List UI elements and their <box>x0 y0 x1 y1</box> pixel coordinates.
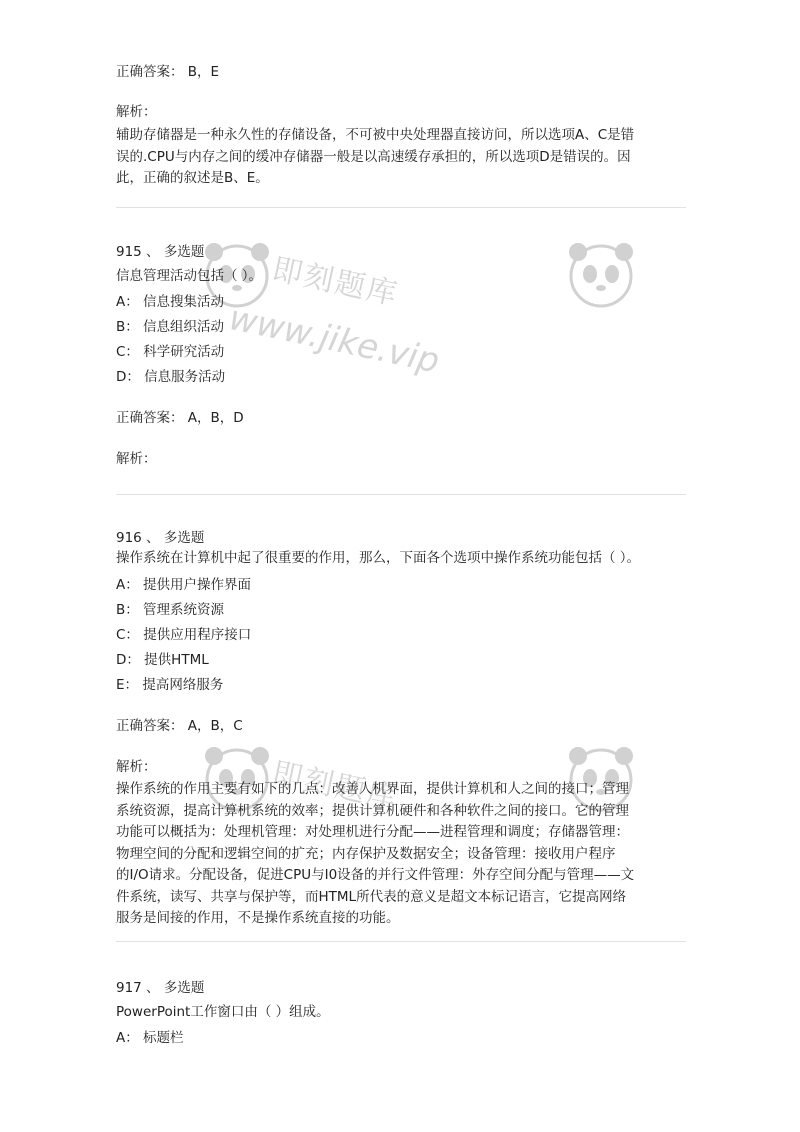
divider <box>116 207 686 208</box>
option-d: D： 信息服务活动 <box>116 369 226 385</box>
analysis-line: 服务是间接的作用，不是操作系统直接的功能。 <box>116 910 400 926</box>
option-d: D： 提供HTML <box>116 652 209 668</box>
analysis-line: 辅助存储器是一种永久性的存储设备，不可被中央处理器直接访问，所以选项A、C是错 <box>116 127 635 143</box>
analysis-line: 物理空间的分配和逻辑空间的扩充；内存保护及数据安全；设备管理：接收用户程序 <box>116 845 616 862</box>
analysis-label: 解析： <box>116 759 157 775</box>
correct-answer: 正确答案： A，B，D <box>116 410 244 426</box>
correct-answer: 正确答案： A，B，C <box>116 718 243 734</box>
option-e: E： 提高网络服务 <box>116 677 224 693</box>
option-b: B： 信息组织活动 <box>116 319 225 335</box>
option-c: C： 科学研究活动 <box>116 344 225 360</box>
analysis-label: 解析： <box>116 451 157 467</box>
question-stem: 操作系统在计算机中起了很重要的作用，那么，下面各个选项中操作系统功能包括（ ）。 <box>116 550 641 566</box>
option-c: C： 提供应用程序接口 <box>116 627 252 643</box>
analysis-line: 功能可以概括为：处理机管理：对处理机进行分配——进程管理和调度；存储器管理： <box>116 824 629 840</box>
option-a: A： 标题栏 <box>116 1030 184 1046</box>
question-header: 917 、 多选题 <box>116 980 205 996</box>
question-stem: 信息管理活动包括（ ）。 <box>116 268 263 284</box>
question-header: 915 、 多选题 <box>116 244 205 260</box>
analysis-line: 件系统，读写、共享与保护等，而HTML所代表的意义是超文本标记语言，它提高网络 <box>116 888 627 905</box>
question-header: 916 、 多选题 <box>116 530 205 546</box>
analysis-text <box>116 125 682 190</box>
divider <box>116 941 686 942</box>
analysis-text <box>116 779 682 930</box>
analysis-line: 误的.CPU与内存之间的缓冲存储器一般是以高速缓存承担的，所以选项D是错误的。因 <box>116 148 631 165</box>
correct-answer: 正确答案： B，E <box>116 64 220 80</box>
option-a: A： 信息搜集活动 <box>116 294 225 310</box>
analysis-line: 的I/O请求。分配设备，促进CPU与I0设备的并行文件管理：外存空间分配与管理——文 <box>116 867 635 883</box>
panda-icon <box>564 238 638 312</box>
analysis-line: 此，正确的叙述是B、E。 <box>116 170 269 186</box>
analysis-line: 操作系统的作用主要有如下的几点：改善人机界面，提供计算机和人之间的接口；管理 <box>116 781 629 797</box>
question-stem: PowerPoint工作窗口由（ ）组成。 <box>116 1004 330 1020</box>
option-a: A： 提供用户操作界面 <box>116 577 252 593</box>
divider <box>116 494 686 495</box>
analysis-line: 系统资源，提高计算机系统的效率；提供计算机硬件和各种软件之间的接口。它的管理 <box>116 802 629 819</box>
option-b: B： 管理系统资源 <box>116 602 225 618</box>
analysis-label: 解析： <box>116 104 157 120</box>
